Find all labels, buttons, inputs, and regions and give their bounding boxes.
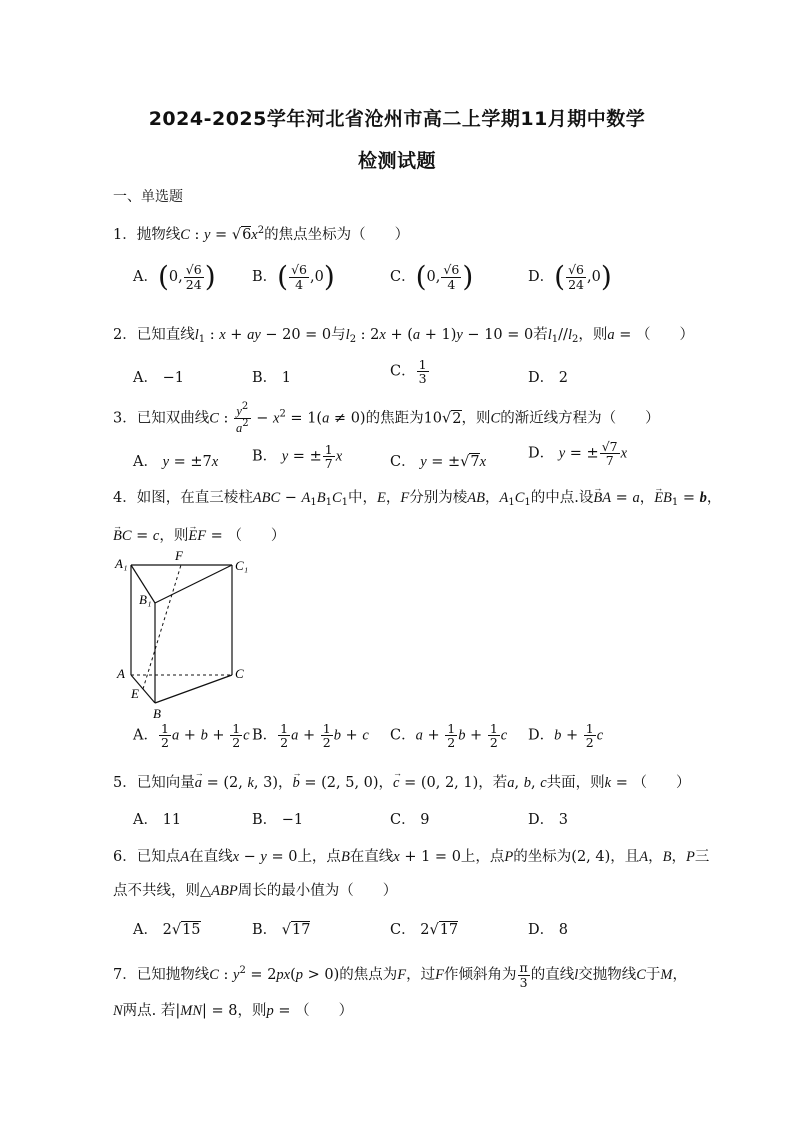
exam-title-line2: 检测试题 bbox=[357, 150, 436, 172]
q4-option-d[interactable]: D．b + $\frac{1}{2}$ c bbox=[528, 721, 604, 751]
question-7-line2: N两点. 若|MN| = 8，则p = （ ） bbox=[113, 1003, 354, 1019]
label-c1: C₁ bbox=[235, 558, 249, 573]
q4-option-a[interactable]: A． $\frac{1}{2}$ a + b + $\frac{1}{2}$ c bbox=[133, 721, 250, 751]
q3-option-d[interactable]: D． y = ± $\frac{√7}{7}$ x bbox=[528, 439, 628, 469]
label-e: E bbox=[131, 686, 139, 701]
q5-option-a[interactable]: A． 11 bbox=[133, 812, 182, 828]
question-6: 6．已知点A在直线x − y = 0上，点B在直线x + 1 = 0上，点P的坐标为(2, 4)，且A，B，P三 bbox=[113, 849, 710, 865]
q6-option-b[interactable]: B． √17 bbox=[252, 922, 311, 938]
q4-option-c[interactable]: C．a + $\frac{1}{2}$ b + $\frac{1}{2}$ c bbox=[390, 721, 508, 751]
q2-option-d[interactable]: D． 2 bbox=[528, 370, 568, 386]
q2-option-b[interactable]: B． 1 bbox=[252, 370, 291, 386]
q5-option-c[interactable]: C． 9 bbox=[390, 812, 430, 828]
q2-option-a[interactable]: A． −1 bbox=[133, 370, 184, 386]
question-2: 2．已知直线$l_1$ : x + ay − 20 = 0与$l_2$ : 2x + (a + 1)y − 10 = 0若$l_1//l_2$，则a = （ ） bbox=[113, 327, 694, 345]
question-1: 1．抛物线C : $y = √6x^2$的焦点坐标为（ ） bbox=[113, 225, 410, 243]
q6-option-c[interactable]: C． 2√17 bbox=[390, 922, 459, 938]
q5-option-b[interactable]: B． −1 bbox=[252, 812, 304, 828]
q3-option-b[interactable]: B． y = ± $\frac{1}{7}$ x bbox=[252, 442, 343, 472]
q1-option-a[interactable]: A．(0, $\frac{√6}{24}$ ) bbox=[133, 260, 216, 293]
q5-option-d[interactable]: D． 3 bbox=[528, 812, 568, 828]
q3-option-a[interactable]: A． y = ±7x bbox=[133, 454, 219, 470]
prism-figure bbox=[105, 548, 265, 720]
exam-title-line1: 2024-2025学年河北省沧州市高二上学期11月期中数学 bbox=[148, 108, 646, 130]
q6-option-d[interactable]: D． 8 bbox=[528, 922, 568, 938]
question-3: 3．已知双曲线C : $\frac{y^2}{a^2}$ − $x^2 = 1(a \ne 0)$的焦距为10√2，则C的渐近线方程为（ ） bbox=[113, 401, 660, 436]
label-a: A bbox=[117, 666, 125, 681]
question-4-line2: → BC = c，则→ EF = （ ） bbox=[113, 525, 693, 547]
q4-option-b[interactable]: B． $\frac{1}{2}$ a + $\frac{1}{2}$ b + c bbox=[252, 721, 369, 751]
q2-option-c[interactable]: C． $\frac{1}{3}$ bbox=[390, 357, 427, 387]
label-b: B bbox=[153, 706, 161, 720]
question-6-line2: 点不共线，则△ABP周长的最小值为（ ） bbox=[113, 883, 398, 899]
question-4: 4．如图，在直三棱柱ABC − $A_1B_1C_1$中，E，F分别为棱AB，$A_1C_1$的中点.设→ BA = a，→ $EB_1 = b$， bbox=[113, 487, 693, 514]
q6-option-a[interactable]: A． 2√15 bbox=[133, 922, 201, 938]
question-7: 7．已知抛物线C : $y^2 = 2px(p > 0)$的焦点为F，过F作倾斜角为 $\frac{\pi}{3}$ 的直线l交抛物线C于M， bbox=[113, 960, 688, 990]
q3-option-c[interactable]: C． y = ±√7x bbox=[390, 454, 487, 470]
label-b1: B₁ bbox=[139, 592, 152, 607]
q1-option-b[interactable]: B．( $\frac{√6}{4}$ ,0) bbox=[252, 260, 335, 293]
label-c: C bbox=[235, 666, 244, 681]
question-5: 5．已知向量→ a = (2, k, 3)，→ b = (2, 5, 0)，→ c = (0, 2, 1)，若a, b, c共面，则k = （ ） bbox=[113, 772, 693, 794]
q1-option-d[interactable]: D．( $\frac{√6}{24}$ ,0) bbox=[528, 260, 612, 293]
section-heading: 一、单选题 bbox=[113, 189, 183, 205]
label-a1: A₁ bbox=[115, 556, 128, 571]
q1-option-c[interactable]: C．(0, $\frac{√6}{4}$ ) bbox=[390, 260, 474, 293]
label-f: F bbox=[175, 548, 183, 563]
